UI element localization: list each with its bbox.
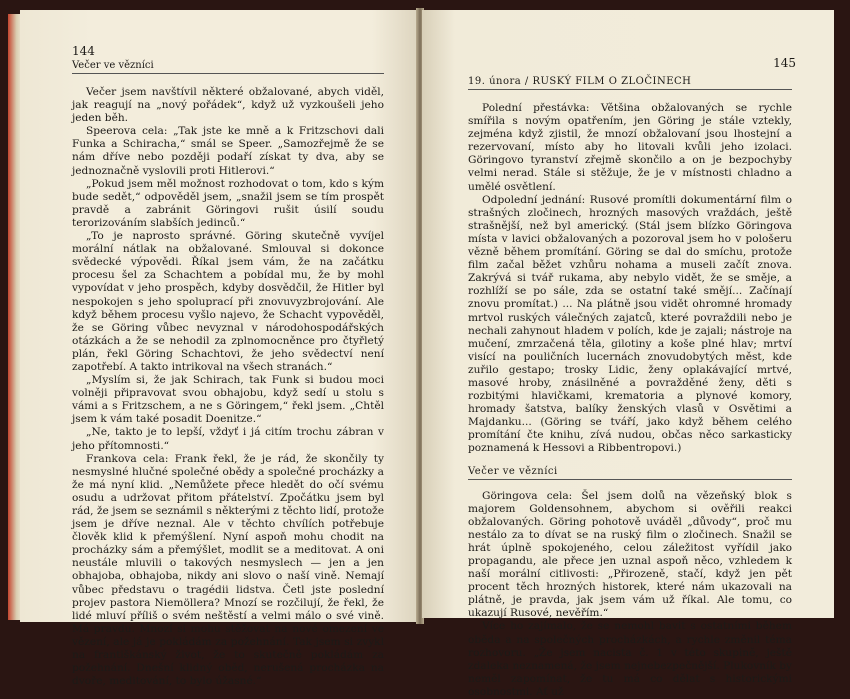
left-page-body — [72, 86, 404, 688]
section-heading: Večer ve vězníci — [468, 466, 792, 480]
running-head: Večer ve vězníci — [72, 60, 384, 74]
paragraph: Více ho zajímalo, že se nemohl bavit s ostatními během oběda a na společných procházkách, a rychle změnil téma rozhovoru. „Že jsem nacista č. 1 v této skupině, ještě zdaleka neznamená, že jsem nejnebezpečnější. Plukovník by neměl zapomínat, že tu má co dělat s historickými osobnostmi. Ať už — [468, 620, 792, 698]
paragraph: „Pokud jsem měl možnost rozhodovat o tom, kdo s kým bude sedět,“ odpověděl jsem, „snažil jsem se tím prospět pravdě a zabránit Göringovi rušit úsilí soudu terorizováním slabších jedinců.“ — [72, 177, 384, 229]
paragraph: „Ne, takto je to lepší, vždyť i já citím trochu zábran v jeho přítomnosti.“ — [72, 426, 384, 452]
paragraph: Speerova cela: „Tak jste ke mně a k Fritzschovi dali Funka a Schiracha,“ smál se Speer. „Samozřejmě že se nám dříve nebo později podaří získat ty dva, aby se jednoznačně vyslovili proti Hitlerovi.“ — [72, 125, 384, 177]
right-page-body-top — [468, 102, 792, 456]
paragraph: Odpolední jednání: Rusové promítli dokumentární film o strašných zločinech, hrozných masových vraždách, ještě strašnější, než byl americký. (Stál jsem blízko Göringova místa v lavici obžalovaných a pozoroval jsem ho v pološeru vězně během promítání. Göring se dal do smíchu, protože film začal běžet vzhůru nohama a museli začít znova. Zakrývá si tvář rukama, aby nebylo vidět, že se směje, a rozhlíží se po sále, zda se ostatní také smějí... Začínají znovu promítat.) ... Na plátně jsou vidět ohromné hromady mrtvol ruských válečných zajatců, které povraždili nebo je nechali zahynout hladem v polích, kde je zajali; nástroje na mučení, zmrzačená těla, gilotiny a koše plné hlav; mrtví visící na pouličních lucernách znovudobytých měst, kde zuřilo gestapo; trosky Lidic, ženy oplakávající mrtvé, masové hroby, znásilněné a povražděné ženy, děti s rozbitými hlavičkami, krematoria a plynové komory, hromady šatstva, balíky ženských vlasů v Osvětimi a Majdanku... (Göring se tváří, jako když během celého promítání čte knihu, zívá nudou, občas něco sarkasticky poznamená k Hessovi a Ribbentropovi.) — [468, 193, 792, 455]
left-page — [20, 10, 420, 688]
page-number: 145 — [773, 56, 796, 70]
running-head: 19. února / RUSKÝ FILM O ZLOČINECH — [468, 76, 792, 90]
paragraph: Göringova cela: Šel jsem dolů na vězeňský blok s majorem Goldensohnem, abychom si ověřili reakci obžalovaných. Göring pohotově uváděl „důvody“, proč mu nestálo za to dívat se na ruský film o zločinech. Snažil se hrát úplně spokojeného, celou záležitost vyřídil jako propagandu, ale přece jen uznal aspoň něco, vzhledem k naší morální citlivosti: „Přirozeně, stačí, když jen pět procent těch hrozných historek, které nám ukazovali na plátně, je pravda, jak jsem vám už říkal. Ale tomu, co ukazují Rusové, nevěřím.“ — [468, 489, 792, 620]
right-page-body-bottom — [468, 490, 792, 699]
paragraph: Polední přestávka: Většina obžalovaných se rychle smířila s novým opatřením, jen Göring je stále vztekly, zejména když zjistil, že mnozí obžalovaní jsou lhostejní a rezervovaní, místo aby ho litovali kvůli jeho izolaci. Göringovo tyranství zřejmě skončilo a on je bezpochyby velmi nerad. Stále si stěžuje, že je v místnosti chladno a umělé osvětlení. — [468, 102, 792, 193]
paragraph: „Myslím si, že jak Schirach, tak Funk si budou moci volněji připravovat svou obhajobu, když sedí u stolu s vámi a s Fritzschem, a ne s Göringem,“ řekl jsem. „Chtěl jsem k vám také posadit Doenitze.“ — [72, 374, 384, 426]
right-page — [422, 10, 834, 698]
page-number: 144 — [72, 44, 95, 58]
paragraph: Frankova cela: Frank řekl, že je rád, že skončily ty nesmyslné hlučné společné obědy a společné procházky a že má nyní klid. „Nemůžete přece hledět do očí svému osudu a udržovat přitom přátelství. Zpočátku jsem byl rád, že jsem se seznámil s některými z těchto lidí, protože jsem je dříve neznal. Ale v těchto chvílích potřebuje člověk klid k přemýšlení. Nyní aspoň mohu chodit na procházky sám a přemýšlet, modlit se a meditovat. A oni neustále mluvili o takových nesmyslech — jen a jen obhajoba, obhajoba, nikdy ani slovo o naší vině. Nemají vůbec představu o tragédii lidstva. Četl jste poslední projev pastora Niemöllera? Mnozí se rozčilují, že řekl, že lidé mluví příliš o svém neštěstí a velmi málo o své vině. Má pravdu. Mnozí si mohu stěžovat na nové omezení ve vězení, ale já je pokládám za požehnání. Tak jsem si zvykl na františkánský život, že to skutečně pokládám za požehnání. Dnešní klidný oběd, nerušená procházka na dvoře, meditování, to bylo úžasné.“ — [72, 452, 384, 688]
paragraph: „To je naprosto správné. Göring skutečně vyvíjel morální nátlak na obžalované. Smlouval si dokonce svědecké výpovědi. Říkal jsem vám, že na začátku procesu šel za Schachtem a pobídal mu, že by mohl vypovídat v jeho prospěch, kdyby dosvědčil, že Hitler byl nespokojen s jeho spoluprací při znovuvyzbrojování. Ale když během procesu vyšlo najevo, že Schacht vypověděl, že se Göring vůbec nevyznal v národohospodářských otázkách a že se nehodil za zplnomocněnce pro čtyřletý plán, řekl Göring Schachtovi, že jeho svědectví není zapotřebí. A takto intrikoval na všech stranách.“ — [72, 230, 384, 373]
paragraph: Večer jsem navštívil některé obžalované, abych viděl, jak reagují na „nový pořádek“, když už vyzkoušeli jeho jeden běh. — [72, 86, 384, 125]
